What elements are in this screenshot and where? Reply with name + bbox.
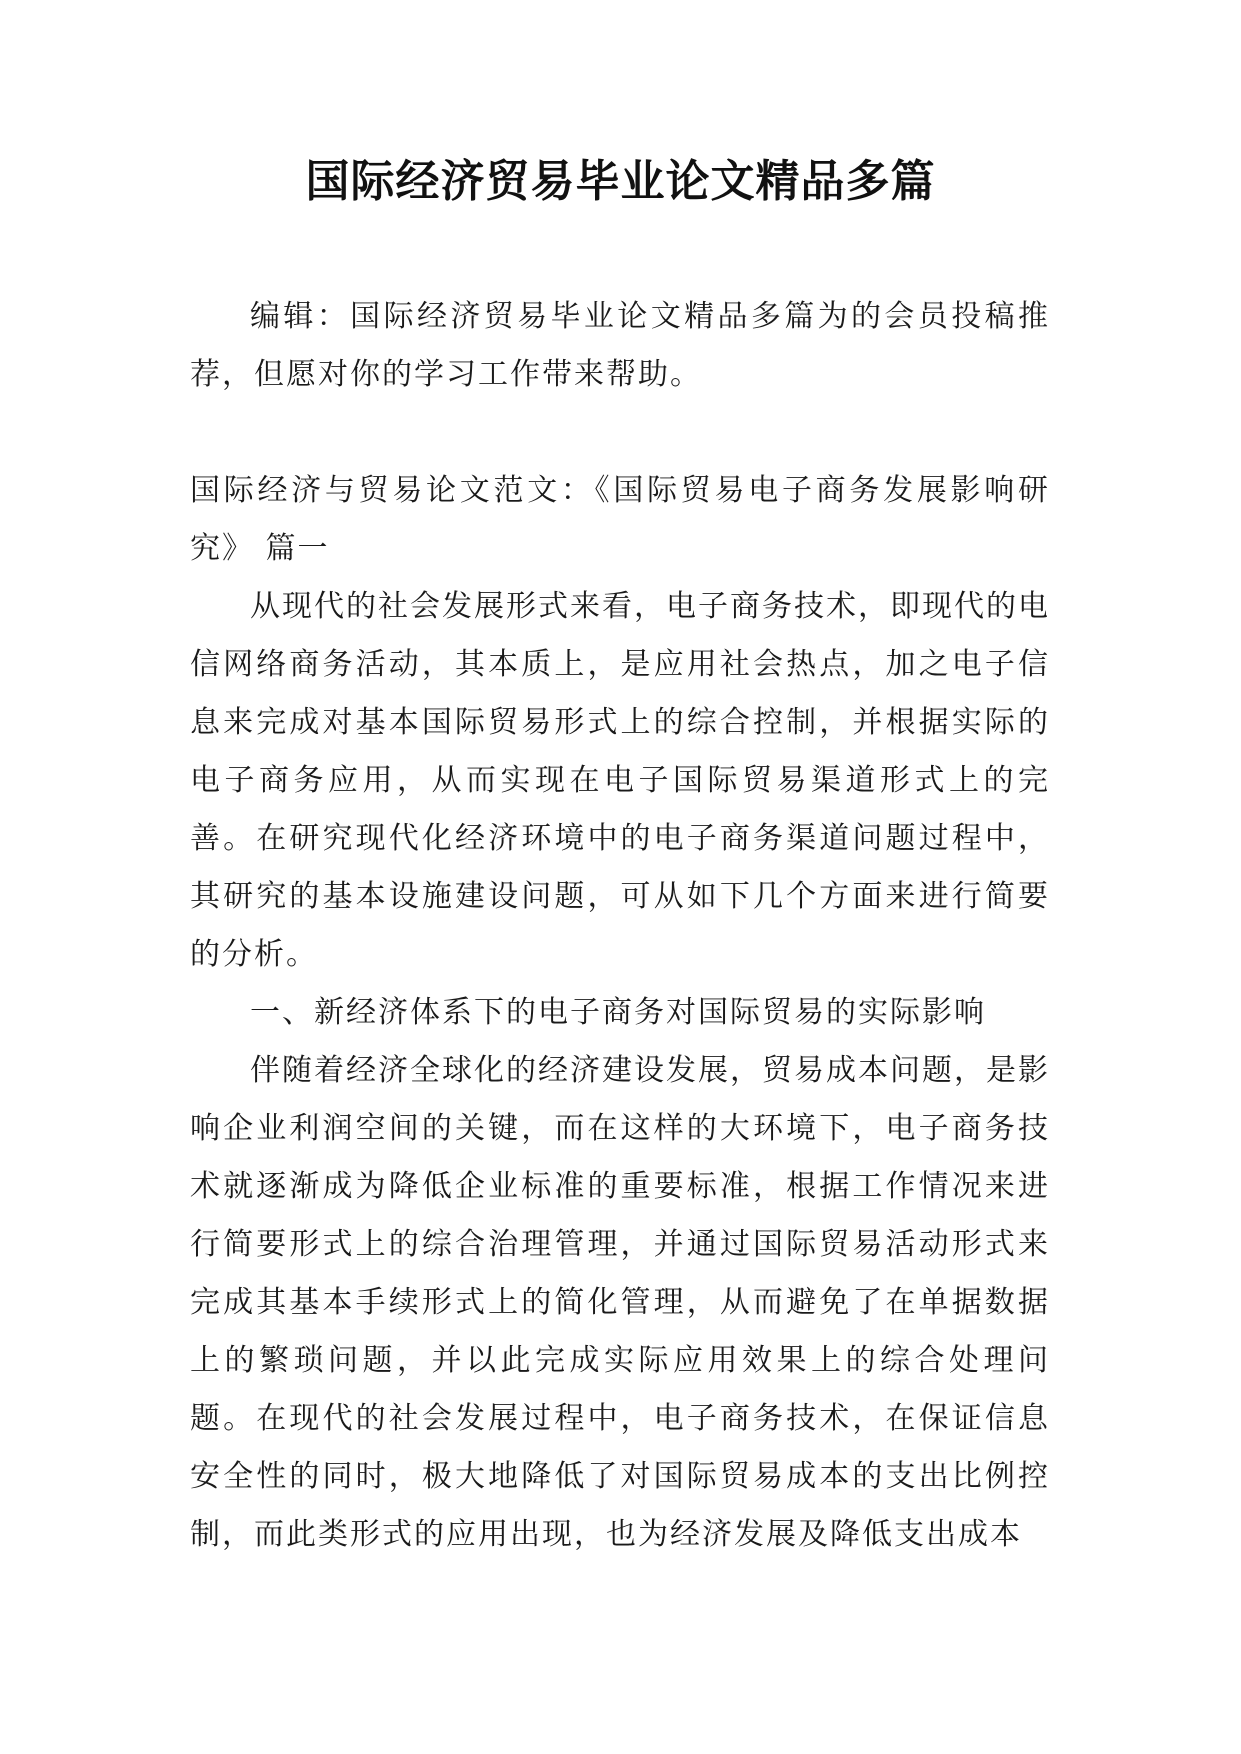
document-title: 国际经济贸易毕业论文精品多篇	[305, 156, 936, 207]
intro-paragraph: 编辑：国际经济贸易毕业论文精品多篇为的会员投稿推荐，但愿对你的学习工作带来帮助。	[190, 299, 1050, 392]
body-paragraph: 伴随着经济全球化的经济建设发展，贸易成本问题，是影响企业利润空间的关键，而在这样的大环境下，电子商务技术就逐渐成为降低企业标准的重要标准，根据工作情况来进行简要形式上的综合治理管理，并通过国际贸易活动形式来完成其基本手续形式上的简化管理，从而避免了在单据数据上的繁琐问题，并以此完成实际应用效果上的综合处理问题。在现代的社会发展过程中，电子商务技术，在保证信息安全性的同时，极大地降低了对国际贸易成本的支出比例控制，而此类形式的应用出现，也为经济发展及降低支出成本	[190, 1053, 1050, 1552]
section-heading: 一、新经济体系下的电子商务对国际贸易的实际影响	[250, 995, 986, 1030]
article-title: 国际经济与贸易论文范文：《国际贸易电子商务发展影响研究》 篇一	[190, 473, 1050, 566]
document-body	[190, 288, 1050, 1564]
body-paragraph: 从现代的社会发展形式来看，电子商务技术，即现代的电信网络商务活动，其本质上，是应用社会热点，加之电子信息来完成对基本国际贸易形式上的综合控制，并根据实际的电子商务应用，从而实现在电子国际贸易渠道形式上的完善。在研究现代化经济环境中的电子商务渠道问题过程中，其研究的基本设施建设问题，可从如下几个方面来进行简要的分析。	[190, 589, 1050, 972]
